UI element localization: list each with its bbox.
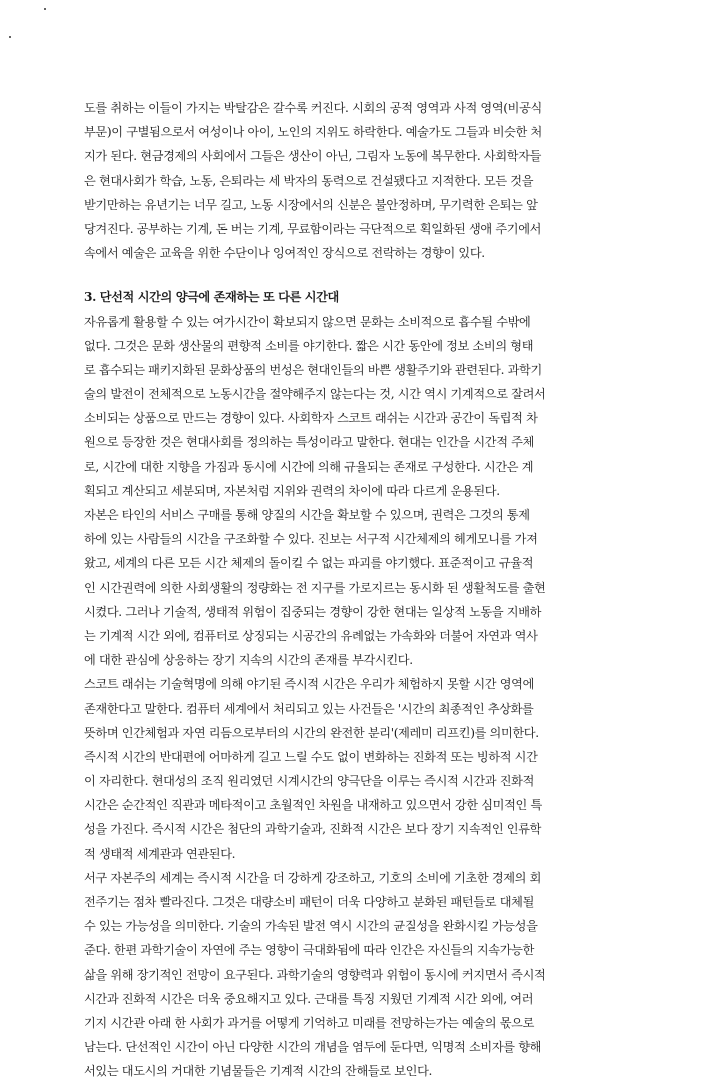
- text-line: 즉시적 시간의 반대편에 어마하게 길고 느릴 수도 없이 변화하는 진화적 또는 빙하적 시간: [84, 749, 538, 764]
- section-paragraph: [84, 503, 632, 672]
- text-line: 서있는 대도시의 거대한 기념물들은 기계적 시간의 잔해들로 보인다.: [84, 1064, 433, 1079]
- text-line: 이 자리한다. 현대성의 조직 원리였던 시계시간의 양극단을 이루는 즉시적 시간과 진화적: [84, 774, 534, 789]
- text-line: 소비되는 상품으로 만드는 경향이 있다. 사회학자 스코트 래쉬는 시간과 공간이 독립적 차: [84, 411, 538, 426]
- text-line: 로 흡수되는 패키지화된 문화상품의 번성은 현대인들의 바쁜 생활주기와 관련된다. 과학기: [84, 362, 542, 377]
- text-line: 받기만하는 유년기는 너무 길고, 노동 시장에서의 신분은 불안정하며, 무기력한 은퇴는 앞: [84, 197, 538, 212]
- scan-speck: [9, 36, 11, 38]
- text-line: 시간과 진화적 시간은 더욱 중요해지고 있다. 근대를 특징 지웠던 기계적 시간 외에, 여러: [84, 991, 534, 1006]
- text-line: 스코트 래쉬는 기술혁명에 의해 야기된 즉시적 시간은 우리가 체험하지 못할 시간 영역에: [84, 677, 534, 692]
- section-paragraph: [84, 866, 632, 1084]
- text-line: 삶을 위해 장기적인 전망이 요구된다. 과학기술의 영향력과 위험이 동시에 커지면서 즉시적: [84, 967, 546, 982]
- text-line: 적 생태적 세계관과 연관된다.: [84, 846, 236, 861]
- text-line: 로, 시간에 대한 지향을 가짐과 동시에 시간에 의해 규율되는 존재로 구성한다. 시간은 계: [84, 459, 534, 474]
- text-line: 자본은 타인의 서비스 구매를 통해 양질의 시간을 확보할 수 있으며, 권력은 그것의 통제: [84, 508, 530, 522]
- text-line: 인 시간권력에 의한 사회생활의 정량화는 전 지구를 가로지르는 동시화 된 생활척도를 출현: [84, 580, 546, 595]
- text-line: 서구 자본주의 세계는 즉시적 시간을 더 강하게 강조하고, 기호의 소비에 기초한 경제의 회: [84, 870, 542, 885]
- text-line: 은 현대사회가 학습, 노동, 은퇴라는 세 박자의 동력으로 건설됐다고 지적한다. 모든 것을: [84, 173, 534, 188]
- text-line: 획되고 계산되고 세분되며, 자본처럼 지위와 권력의 차이에 따라 다르게 운용된다.: [84, 483, 500, 498]
- text-line: 존재한다고 말한다. 컴퓨터 세계에서 처리되고 있는 사건들은 '시간의 최종적인 추상화를: [84, 701, 534, 716]
- text-line: 준다. 한편 과학기술이 자연에 주는 영향이 극대화됨에 따라 인간은 자신들의 지속가능한: [84, 943, 534, 958]
- text-line: 기지 시간관 아래 한 사회가 과거를 어떻게 기억하고 미래를 전망하는가는 예술의 몫으로: [84, 1015, 534, 1030]
- text-line: 술의 발전이 전체적으로 노동시간을 절약해주지 않는다는 것, 시간 역시 기계적으로 잘려서: [84, 387, 546, 402]
- section-heading: 3. 단선적 시간의 양극에 존재하는 또 다른 시간대: [84, 290, 339, 305]
- text-line: 전주기는 점차 빨라진다. 그것은 대량소비 패턴이 더욱 다양하고 분화된 패턴들로 대체될: [84, 895, 534, 909]
- text-line: 에 대한 관심에 상응하는 장기 지속의 시간의 존재를 부각시킨다.: [84, 653, 413, 668]
- text-line: 는 기계적 시간 외에, 컴퓨터로 상징되는 시공간의 유례없는 가속화와 더불어 자연과 역사: [84, 628, 538, 643]
- scan-speck: [44, 8, 46, 10]
- text-line: 지가 된다. 현금경제의 사회에서 그들은 생산이 아닌, 그림자 노동에 복무한다. 사회학자들: [84, 149, 542, 164]
- text-line: 원으로 등장한 것은 현대사회를 정의하는 특성이라고 말한다. 현대는 인간을 시간적 주체: [84, 435, 534, 450]
- text-line: 부문)이 구별됨으로서 여성이나 아이, 노인의 지위도 하락한다. 예술가도 그들과 비슷한 처: [84, 125, 542, 140]
- text-line: 자유롭게 활용할 수 있는 여가시간이 확보되지 않으면 문화는 소비적으로 흡수될 수밖에: [84, 314, 531, 329]
- text-line: 왔고, 세계의 다른 모든 시간 체제의 돌이킬 수 없는 파괴를 야기했다. 표준적이고 규율적: [84, 556, 534, 571]
- text-line: 없다. 그것은 문화 생산물의 편향적 소비를 야기한다. 짧은 시간 동안에 정보 소비의 형태: [84, 338, 534, 353]
- text-line: 성을 가진다. 즉시적 시간은 첨단의 과학기술과, 진화적 시간은 보다 장기 지속적인 인류학: [84, 822, 542, 837]
- text-line: 하에 있는 사람들의 시간을 구조화할 수 있다. 진보는 서구적 시간체제의 헤게모니를 가져: [84, 532, 538, 547]
- text-line: 수 있는 가능성을 의미한다. 기술의 가속된 발전 역시 시간의 균질성을 완화시킬 가능성을: [84, 919, 538, 934]
- text-line: 당겨진다. 공부하는 기계, 돈 버는 기계, 무료함이라는 극단적으로 획일화된 생애 주기에서: [84, 221, 542, 236]
- section-paragraph: [84, 310, 632, 504]
- text-line: 시켰다. 그러나 기술적, 생태적 위험이 집중되는 경향이 강한 현대는 일상적 노동을 지배하: [84, 604, 542, 619]
- text-line: 시간은 순간적인 직관과 메타적이고 초월적인 차원을 내재하고 있으면서 강한 심미적인 특: [84, 798, 542, 813]
- section-paragraph: [84, 672, 632, 866]
- document-body: [84, 96, 632, 1084]
- text-line: 뜻하며 인간체험과 자연 리듬으로부터의 시간의 완전한 분리'(제레미 리프킨)를 의미한다.: [84, 725, 539, 740]
- text-line: 속에서 예술은 교육을 위한 수단이나 잉여적인 장식으로 전락하는 경향이 있다.: [84, 246, 485, 261]
- text-line: 도를 취하는 이들이 가지는 박탈감은 갈수록 커진다. 시회의 공적 영역과 사적 영역(비공식: [84, 101, 542, 115]
- intro-paragraph: [84, 96, 632, 265]
- text-line: 남는다. 단선적인 시간이 아닌 다양한 시간의 개념을 염두에 둔다면, 익명적 소비자를 향해: [84, 1040, 542, 1055]
